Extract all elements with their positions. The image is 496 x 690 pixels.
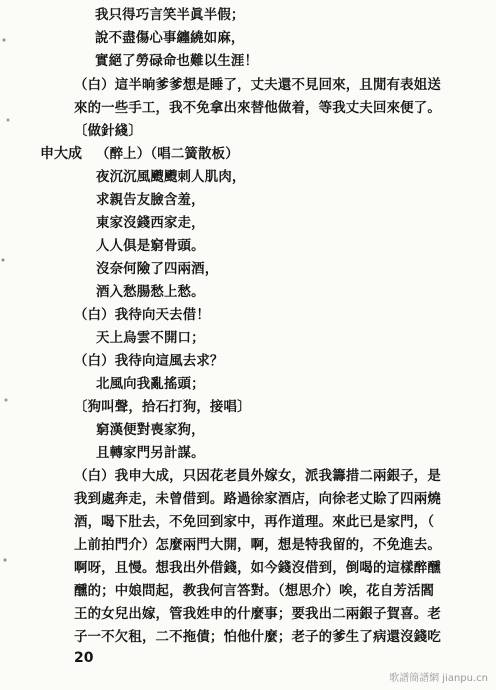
verse-line-6: 東家沒錢西家走， <box>96 215 205 231</box>
stage-direction-2: （醉上）（唱二簧散板） <box>96 146 239 162</box>
stage-direction-3: 〔狗叫聲，拾石打狗，接唱〕 <box>74 399 251 415</box>
prose-line-4: 我到處奔走，未曾借到。路過徐家酒店，向徐老丈賒了四兩燒 <box>74 491 441 507</box>
verse-line-9: 酒入愁腸愁上愁。 <box>96 284 205 300</box>
verse-line-7: 人人俱是窮骨頭。 <box>96 238 205 254</box>
verse-line-1: 我只得巧言笑半眞半假； <box>95 7 245 23</box>
dialogue-line-1: （白）我待向天去借！ <box>74 307 210 323</box>
verse-line-10: 天上烏雲不開口； <box>96 330 205 346</box>
page-number: 20 <box>74 650 94 666</box>
prose-line-3: （白）我申大成，只因花老員外嫁女，派我籌措二兩銀子，是 <box>74 468 441 484</box>
scan-edge-noise <box>0 0 22 690</box>
prose-line-10: 子一不欠租，二不拖債；怕他什麼；老子的爹生了病還沒錢吃 <box>74 629 441 645</box>
verse-line-11: 北風向我亂搖頭； <box>96 376 205 392</box>
dialogue-line-2: （白）我待向這風去求？ <box>74 353 224 369</box>
stage-direction-1: 〔做針綫〕 <box>74 123 142 139</box>
prose-line-7: 啊呀，且慢。想我出外借錢，如今錢沒借到，倒喝的這樣醉醺 <box>74 560 441 576</box>
prose-line-1: （白）這半晌爹爹想是睡了，丈夫還不見回來，且閒有表姐送 <box>74 77 441 93</box>
site-watermark: 歌譜簡譜網 jianpu.cn <box>389 673 488 684</box>
prose-line-5: 酒，喝下肚去，不免回到家中，再作道理。來此已是家門，（ <box>74 514 435 530</box>
verse-line-3: 實絕了勞碌命也難以生涯！ <box>95 53 259 69</box>
verse-line-2: 說不盡傷心事纏繞如麻， <box>95 30 245 46</box>
verse-line-8: 沒奈何險了四兩酒， <box>96 261 219 277</box>
verse-line-4: 夜沉沉風颼颼刺人肌肉， <box>96 169 246 185</box>
prose-line-2: 來的一些手工，我不免拿出來替他做着，等我丈夫回來便了。 <box>74 100 441 116</box>
verse-line-5: 求親告友臉含羞， <box>96 192 205 208</box>
prose-line-8: 醺的；中娘問起，教我何言答對。（想思介）唉，花自芳活閻 <box>74 583 435 599</box>
verse-line-13: 且轉家門另計謀。 <box>96 445 205 461</box>
speaker-name: 申大成 <box>40 146 82 162</box>
prose-line-6: 上前拍門介）怎麼兩門大開，啊，想是特我留的，不免進去。 <box>74 537 441 553</box>
verse-line-12: 窮漢便對喪家狗， <box>96 422 205 438</box>
prose-line-9: 王的女兒出嫁，管我姓申的什麼事；要我出二兩銀子賀喜。老 <box>74 606 441 622</box>
